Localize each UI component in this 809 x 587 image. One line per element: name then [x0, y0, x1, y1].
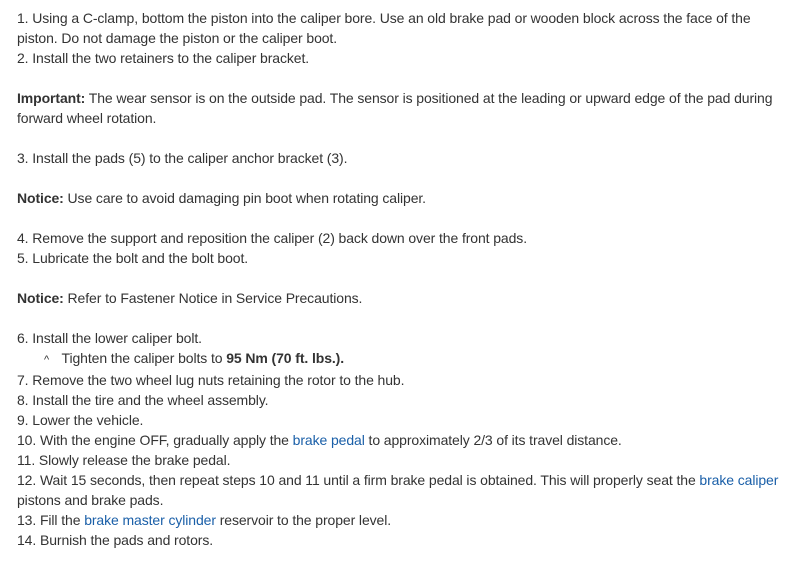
step-11: 11. Slowly release the brake pedal. [17, 452, 231, 468]
spacer [17, 208, 792, 228]
brake-pedal-link[interactable]: brake pedal [292, 432, 365, 448]
notice-2-text: Refer to Fastener Notice in Service Precautions. [63, 290, 363, 306]
step-6-substep [17, 348, 792, 370]
step-14: 14. Burnish the pads and rotors. [17, 532, 214, 548]
torque-value: 95 Nm (70 ft. lbs.). [226, 350, 345, 366]
notice-1-text: Use care to avoid damaging pin boot when rotating caliper. [63, 190, 426, 206]
step-12 [17, 470, 792, 510]
step-10-text-post: to approximately 2/3 of its travel distance. [364, 432, 622, 448]
important-label: Important: [17, 90, 86, 106]
spacer [17, 128, 792, 148]
step-6: 6. Install the lower caliper bolt. [17, 330, 202, 346]
notice-1 [17, 188, 792, 208]
spacer [17, 68, 792, 88]
step-10-text-pre: 10. With the engine OFF, gradually apply the [17, 432, 293, 448]
step-2: 2. Install the two retainers to the caliper bracket. [17, 50, 310, 66]
step-3: 3. Install the pads (5) to the caliper anchor bracket (3). [17, 150, 348, 166]
notice-2-label: Notice: [17, 290, 64, 306]
step-13-text-post: reservoir to the proper level. [215, 512, 392, 528]
spacer [17, 168, 792, 188]
brake-caliper-link[interactable]: brake caliper [699, 472, 779, 488]
step-8: 8. Install the tire and the wheel assembly. [17, 392, 269, 408]
step-13 [17, 510, 792, 530]
step-7: 7. Remove the two wheel lug nuts retaining the rotor to the hub. [17, 372, 405, 388]
step-6-substep-text: Tighten the caliper bolts to [58, 350, 227, 366]
spacer [17, 268, 792, 288]
step-12-text-post: pistons and brake pads. [17, 492, 164, 508]
step-10 [17, 430, 792, 450]
step-9: 9. Lower the vehicle. [17, 412, 144, 428]
caret-icon: ^ [44, 354, 50, 366]
step-12-text-pre: 12. Wait 15 seconds, then repeat steps 10 and 11 until a firm brake pedal is obtained. This will properly seat the [17, 472, 700, 488]
step-1: 1. Using a C-clamp, bottom the piston into the caliper bore. Use an old brake pad or wooden block across the face of the piston. Do not damage the piston or the caliper boot. [17, 10, 751, 46]
spacer [17, 308, 792, 328]
step-4: 4. Remove the support and reposition the caliper (2) back down over the front pads. [17, 230, 527, 246]
notice-1-label: Notice: [17, 190, 64, 206]
important-text: The wear sensor is on the outside pad. The sensor is positioned at the leading or upward edge of the pad during forward wheel rotation. [17, 90, 773, 126]
step-5: 5. Lubricate the bolt and the bolt boot. [17, 250, 249, 266]
brake-master-cylinder-link[interactable]: brake master cylinder [84, 512, 216, 528]
notice-2 [17, 288, 792, 308]
important-note [17, 88, 792, 128]
step-13-text-pre: 13. Fill the [17, 512, 85, 528]
